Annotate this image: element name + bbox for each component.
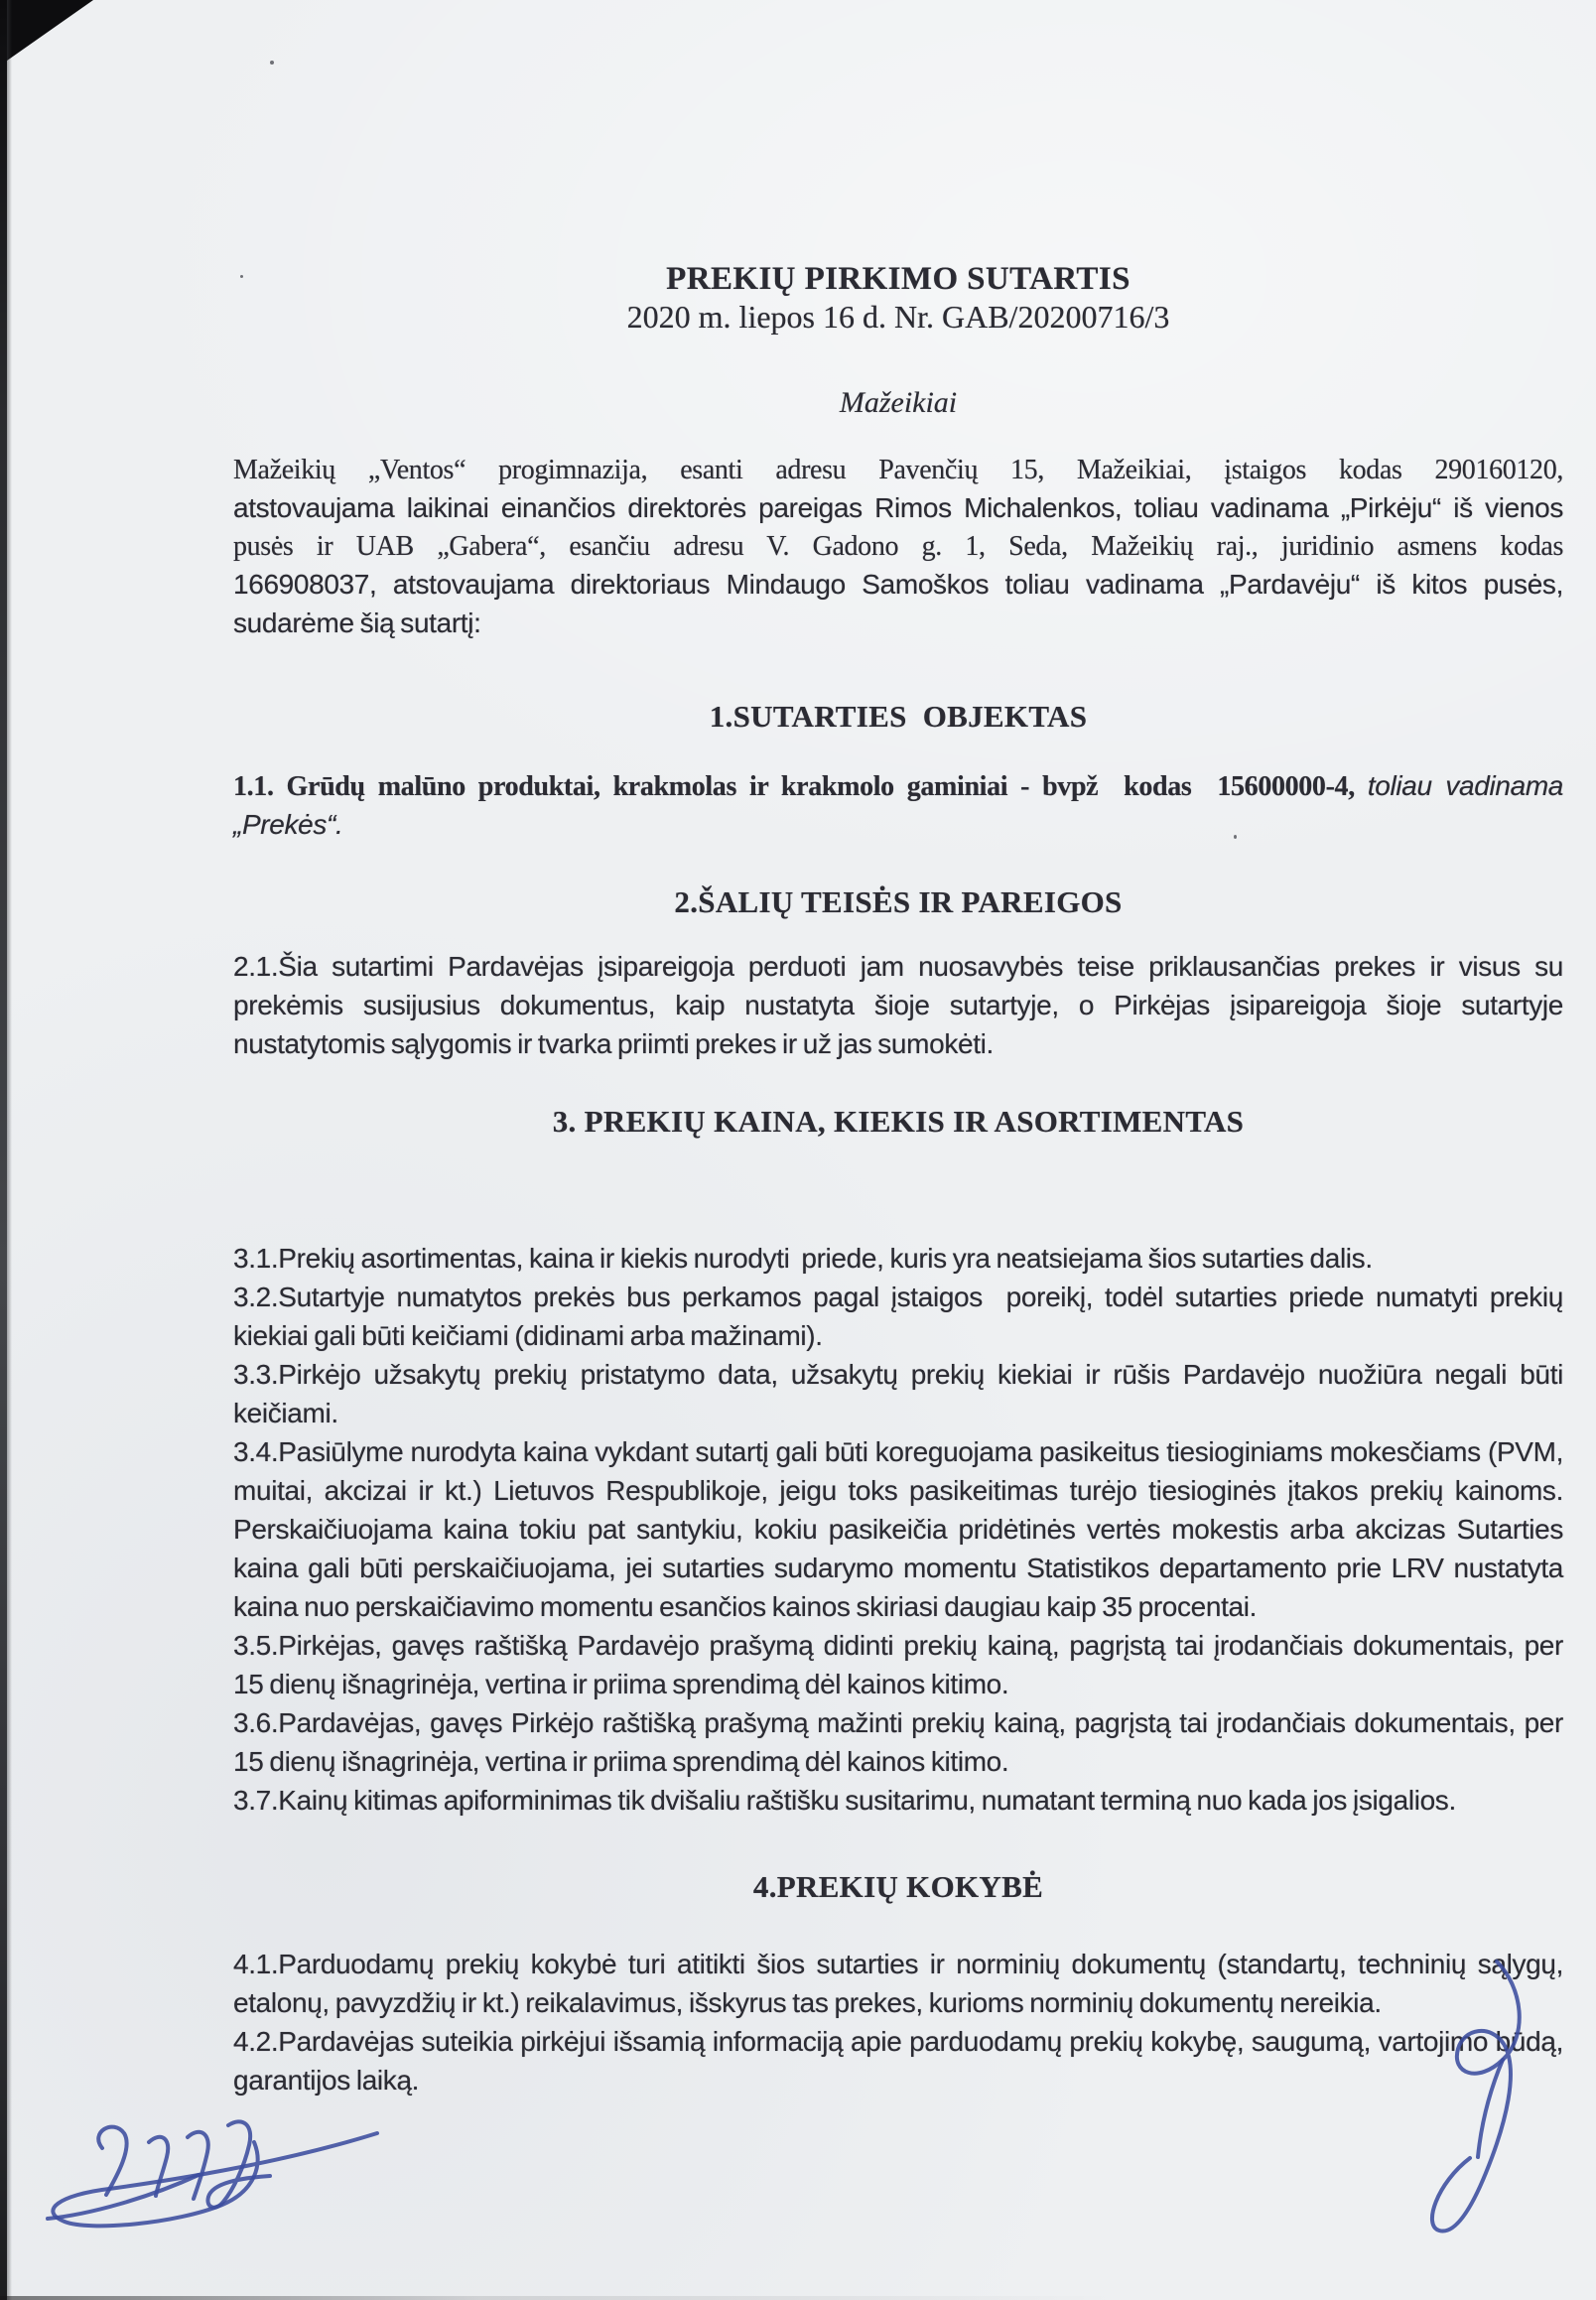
seller-signature [1378,1944,1544,2256]
intro-paragraph [233,452,1563,643]
clause-3-7-line: 3.7.Kainų kitimas apiforminimas tik dvišaliu raštišku susitarimu, numatant terminą nuo kada jos įsigalios. [233,1785,1456,1816]
clause-4-1-line: etalonų, pavyzdžių ir kt.) reikalavimus, išskyrus tas prekes, kurioms norminių dokumentų nereikia. [233,1987,1382,2018]
scan-speck [240,275,243,278]
clause-3-5-line: 3.5.Pirkėjas, gavęs raštišką Pardavėjo prašymą didinti prekių kainą, pagrįstą tai įrodančiais dokumentais, per [233,1630,1563,1661]
scan-bottom-edge [0,2296,1596,2300]
intro-paragraph-line: sudarėme šią sutartį: [233,608,481,638]
clause-3-6-line: 3.6.Pardavėjas, gavęs Pirkėjo raštišką prašymą mažinti prekių kainą, pagrįstą tai įrodančiais dokumentais, per [233,1707,1563,1738]
clause-4-1-line: 4.1.Parduodamų prekių kokybė turi atitikti šios sutarties ir norminių dokumentų (standartų, techninių sąlygų, [233,1949,1563,1979]
clause-3-4-line: Perskaičiuojama kaina tokiu pat santykiu, kokiu pasikeičia pridėtinės vertės mokestis arba akcizas Sutarties [233,1514,1563,1545]
clause-1-1-line: „Prekės“. [233,809,343,840]
clause-1-1-line: 1.1. Grūdų malūno produktai, krakmolas ir krakmolo gaminiai - bvpž kodas 15600000-4, toliau vadinama [233,770,1564,802]
clause-3-7 [233,1782,1563,1821]
document-flow [233,452,1563,2100]
section-2-heading: 2.ŠALIŲ TEISĖS IR PAREIGOS [674,884,1123,919]
scan-corner-shadow [0,0,93,66]
document-date-number: 2020 m. liepos 16 d. Nr. GAB/20200716/3 [626,299,1170,335]
scan-speck [270,61,274,65]
clause-3-4 [233,1433,1563,1627]
clause-3-4-line: kaina gali būti perskaičiuojama, jei sutarties sudarymo momentu Statistikos departamento prie LRV nustatyta [233,1553,1563,1583]
clause-3-6 [233,1704,1563,1782]
document-place: Mažeikiai [839,386,958,419]
clause-3-1 [233,1240,1563,1279]
clause-2-1 [233,948,1563,1064]
clause-3-2-line: 3.2.Sutartyje numatytos prekės bus perkamos pagal įstaigos poreikį, todėl sutarties priede numatyti prekių [233,1282,1563,1312]
clause-3-4-line: 3.4.Pasiūlyme nurodyta kaina vykdant sutartį gali būti koreguojama pasikeitus tiesioginiams mokesčiams (PVM, [233,1436,1563,1467]
scan-left-edge-fade [7,0,12,2300]
intro-paragraph-line: Mažeikių „Ventos“ progimnazija, esanti adresu Pavenčių 15, Mažeikiai, įstaigos kodas 290160120, [233,455,1563,485]
section-1-heading: 1.SUTARTIES OBJEKTAS [709,699,1088,734]
intro-paragraph-line: pusės ir UAB „Gabera“, esančiu adresu V. Gadono g. 1, Seda, Mažeikių raj., juridinio asmens kodas [233,531,1563,562]
contract-content [233,0,1563,2100]
clause-3-2 [233,1279,1563,1356]
clause-3-3 [233,1356,1563,1433]
clause-3-2-line: kiekiai gali būti keičiami (didinami arba mažinami). [233,1320,823,1351]
clause-3-5-line: 15 dienų išnagrinėja, vertina ir priima sprendimą dėl kainos kitimo. [233,1669,1009,1699]
clause-2-1-line: 2.1.Šia sutartimi Pardavėjas įsipareigoja perduoti jam nuosavybės teise priklausančias prekes ir visus su [233,951,1563,982]
clause-3-6-line: 15 dienų išnagrinėja, vertina ir priima sprendimą dėl kainos kitimo. [233,1746,1009,1777]
buyer-signature [28,2106,397,2245]
scan-speck [1234,835,1237,839]
clause-4-2 [233,2023,1563,2100]
clause-4-2-line: 4.2.Pardavėjas suteikia pirkėjui išsamią informaciją apie parduodamų prekių kokybę, saugumą, vartojimo būdą, [233,2026,1563,2057]
clause-3-3-line: keičiami. [233,1398,338,1428]
section-3-heading: 3. PREKIŲ KAINA, KIEKIS IR ASORTIMENTAS [552,1104,1245,1139]
clause-2-1-line: nustatytomis sąlygomis ir tvarka priimti prekes ir už jas sumokėti. [233,1028,994,1059]
clause-3-4-line: kaina nuo perskaičiavimo momentu esančios kainos skiriasi daugiau kaip 35 procentai. [233,1591,1258,1622]
clause-2-1-line: prekėmis susijusius dokumentus, kaip nustatyta šioje sutartyje, o Pirkėjas įsipareigoja šioje sutartyje [233,990,1563,1020]
clause-3-5 [233,1627,1563,1704]
section-4-heading: 4.PREKIŲ KOKYBĖ [752,1869,1044,1904]
clause-4-2-line: garantijos laiką. [233,2065,420,2096]
intro-paragraph-line: 166908037, atstovaujama direktoriaus Mindaugo Samoškos toliau vadinama „Pardavėju“ iš kitos pusės, [233,569,1563,600]
clause-3-3-line: 3.3.Pirkėjo užsakytų prekių pristatymo data, užsakytų prekių kiekiai ir rūšis Pardavėjo nuožiūra negali būti [233,1359,1563,1390]
document-title: PREKIŲ PIRKIMO SUTARTIS [666,261,1130,297]
scan-left-edge [0,0,7,2300]
clause-1-1 [233,767,1563,845]
intro-paragraph-line: atstovaujama laikinai einančios direktorės pareigas Rimos Michalenkos, toliau vadinama „Pirkėju“ iš vienos [233,492,1563,523]
clause-4-1 [233,1946,1563,2023]
clause-3-4-line: muitai, akcizai ir kt.) Lietuvos Respublikoje, jeigu toks pasikeitimas turėjo tiesioginės įtakos prekių kainoms. [233,1475,1563,1506]
clause-3-1-line: 3.1.Prekių asortimentas, kaina ir kiekis nurodyti priede, kuris yra neatsiejama šios sutarties dalis. [233,1243,1373,1274]
